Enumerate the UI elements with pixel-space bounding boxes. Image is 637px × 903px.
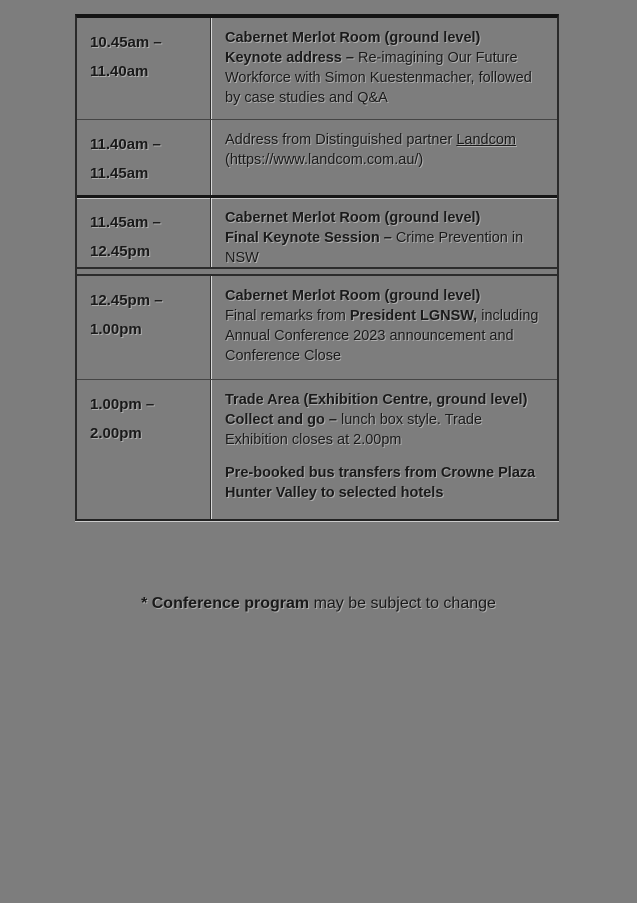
time-line: 1.00pm – bbox=[90, 396, 155, 413]
description-paragraph bbox=[225, 306, 543, 366]
time-line: 2.00pm bbox=[90, 425, 142, 442]
description-paragraph bbox=[225, 48, 543, 108]
text-segment: Address from Distinguished partner bbox=[225, 132, 457, 148]
program-row bbox=[77, 120, 557, 198]
text-segment: Crime Prevention in NSW bbox=[225, 230, 524, 266]
bold-text-segment: Keynote address – bbox=[225, 50, 358, 66]
conference-program-table bbox=[75, 14, 559, 521]
description-paragraph bbox=[225, 28, 543, 48]
footnote bbox=[0, 592, 637, 616]
description-cell bbox=[211, 276, 557, 379]
time-cell bbox=[77, 18, 211, 119]
time-cell bbox=[77, 198, 211, 267]
program-row bbox=[77, 198, 557, 269]
bold-text-segment: Final Keynote Session – bbox=[225, 230, 396, 246]
time-line: 1.00pm bbox=[90, 321, 142, 338]
time-line: 12.45pm – bbox=[90, 292, 163, 309]
time-line: 11.40am bbox=[90, 63, 149, 80]
bold-text-segment: Cabernet Merlot Room (ground level) bbox=[225, 288, 481, 304]
footnote-bold-text: * Conference program bbox=[141, 595, 310, 612]
time-cell bbox=[77, 276, 211, 379]
bold-text-segment: Trade Area (Exhibition Centre, ground level) bbox=[225, 392, 528, 408]
description-paragraph bbox=[225, 410, 543, 450]
footnote-regular-text: may be subject to change bbox=[309, 595, 496, 612]
time-line: 10.45am – bbox=[90, 34, 162, 51]
program-row bbox=[77, 274, 557, 380]
text-segment: lunch box style. Trade Exhibition closes at 2.00pm bbox=[225, 412, 483, 448]
description-cell bbox=[211, 380, 557, 519]
bold-text-segment: Cabernet Merlot Room (ground level) bbox=[225, 210, 481, 226]
bold-text-segment: Collect and go – bbox=[225, 412, 342, 428]
time-cell bbox=[77, 380, 211, 519]
time-cell bbox=[77, 120, 211, 195]
description-paragraph bbox=[225, 390, 543, 410]
program-row bbox=[77, 18, 557, 120]
time-line: 12.45pm bbox=[90, 243, 151, 260]
text-segment: Re-imagining Our Future Workforce with Simon Kuestenmacher, followed by case studies and Q&A bbox=[225, 50, 532, 106]
text-segment: (https://www.landcom.com.au/) bbox=[225, 152, 424, 168]
text-segment: including Annual Conference 2023 announcement and Conference Close bbox=[225, 308, 539, 364]
program-row bbox=[77, 380, 557, 519]
time-line: 11.45am – bbox=[90, 214, 161, 231]
text-segment: Final remarks from bbox=[225, 308, 350, 324]
description-paragraph bbox=[225, 208, 543, 228]
description-cell bbox=[211, 120, 557, 195]
description-paragraph bbox=[225, 130, 543, 170]
bold-text-segment: Pre-booked bus transfers from Crowne Plaza Hunter Valley to selected hotels bbox=[225, 465, 536, 501]
landcom-link[interactable]: Landcom bbox=[456, 132, 516, 148]
description-paragraph bbox=[225, 228, 543, 268]
bold-text-segment: President LGNSW, bbox=[349, 308, 478, 324]
time-line: 11.45am bbox=[90, 165, 149, 182]
description-paragraph bbox=[225, 286, 543, 306]
bold-text-segment: Cabernet Merlot Room (ground level) bbox=[225, 30, 481, 46]
description-paragraph bbox=[225, 463, 543, 503]
description-cell bbox=[211, 18, 557, 119]
time-line: 11.40am – bbox=[90, 136, 161, 153]
description-cell bbox=[211, 198, 557, 267]
